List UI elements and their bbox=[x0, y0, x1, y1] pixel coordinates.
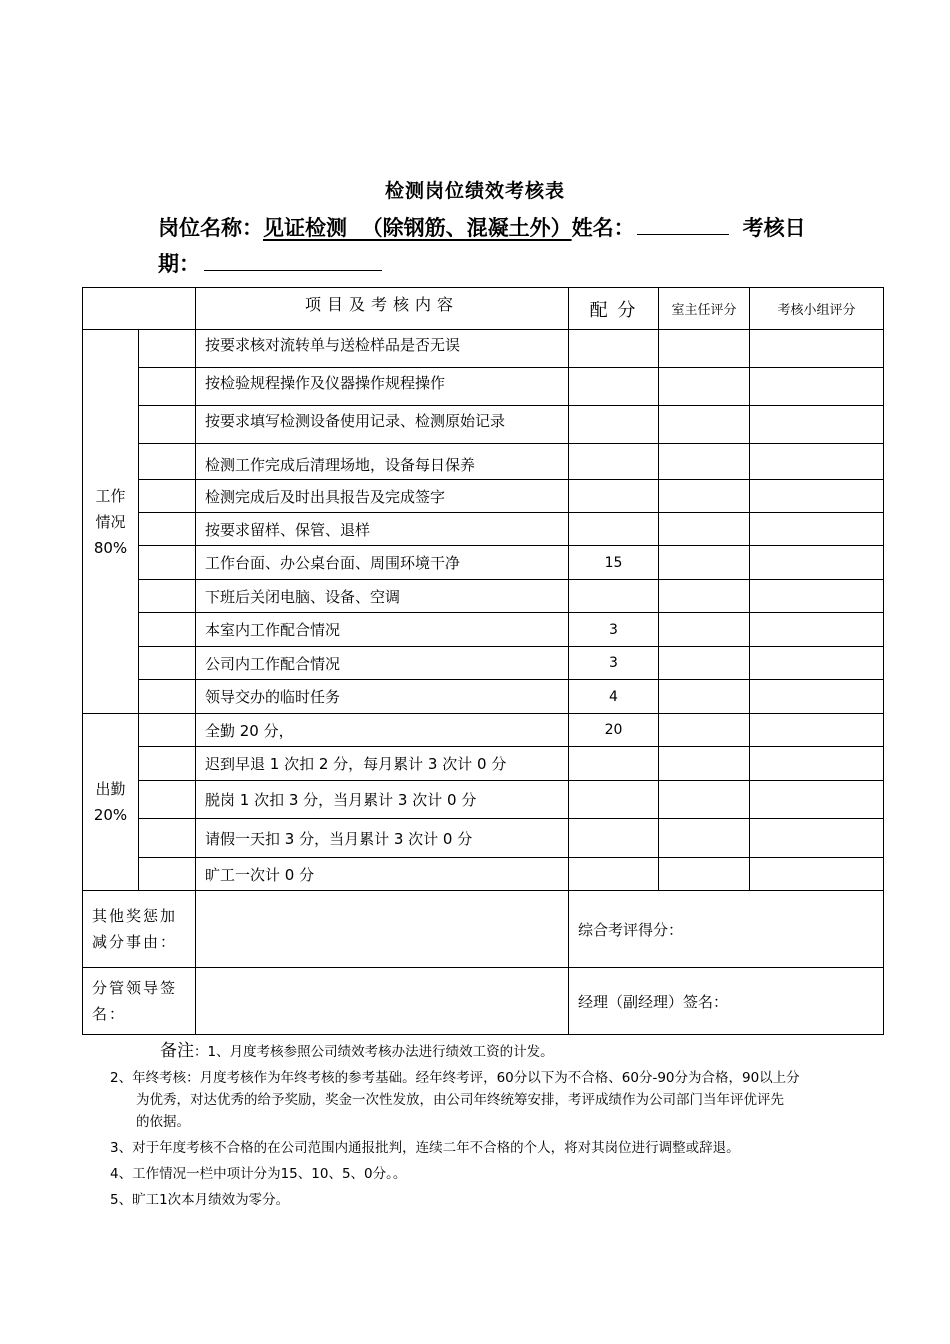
group-score-cell[interactable] bbox=[750, 480, 884, 513]
other-reasons-field[interactable] bbox=[196, 891, 569, 968]
table-row bbox=[83, 406, 884, 444]
attendance-item: 脱岗 1 次扣 3 分，当月累计 3 次计 0 分 bbox=[196, 781, 569, 819]
attendance-item: 请假一天扣 3 分，当月累计 3 次计 0 分 bbox=[196, 819, 569, 858]
table-row bbox=[83, 714, 884, 747]
score-cell: 20 bbox=[569, 714, 659, 747]
name-label: 姓名： bbox=[571, 216, 635, 240]
note-5: 5、旷工1次本月绩效为零分。 bbox=[110, 1192, 290, 1208]
group-score-cell[interactable] bbox=[750, 613, 884, 647]
date-label-part1: 考核日 bbox=[742, 216, 806, 240]
leader-sign-row bbox=[83, 968, 884, 1035]
score-cell: 3 bbox=[569, 647, 659, 680]
note-3: 3、对于年度考核不合格的在公司范围内通报批判，连续二年不合格的个人，将对其岗位进行调整或辞退。 bbox=[110, 1140, 740, 1156]
date-blank[interactable] bbox=[204, 250, 382, 271]
manager-sign-label: 经理（副经理）签名： bbox=[569, 968, 884, 1035]
group-score-cell[interactable] bbox=[750, 714, 884, 747]
table-row bbox=[83, 444, 884, 480]
score-cell: 15 bbox=[569, 546, 659, 580]
header-line-1 bbox=[158, 212, 806, 242]
score-cell bbox=[569, 747, 659, 781]
work-item: 公司内工作配合情况 bbox=[196, 647, 569, 680]
score-cell: 3 bbox=[569, 613, 659, 647]
group-score-cell[interactable] bbox=[750, 680, 884, 714]
work-item: 按要求核对流转单与送检样品是否无误 bbox=[196, 330, 569, 368]
table-row bbox=[83, 330, 884, 368]
director-score-cell[interactable] bbox=[659, 781, 750, 819]
score-cell: 4 bbox=[569, 680, 659, 714]
table-row bbox=[83, 580, 884, 613]
assessment-table bbox=[82, 287, 884, 1035]
group-score-cell[interactable] bbox=[750, 819, 884, 858]
director-score-cell[interactable] bbox=[659, 368, 750, 406]
attendance-item: 全勤 20 分， bbox=[196, 714, 569, 747]
table-row bbox=[83, 781, 884, 819]
score-cell bbox=[569, 513, 659, 546]
director-score-cell[interactable] bbox=[659, 714, 750, 747]
group-score-cell[interactable] bbox=[750, 368, 884, 406]
score-cell bbox=[569, 406, 659, 444]
name-blank[interactable] bbox=[637, 214, 729, 235]
date-label-part2: 期： bbox=[158, 252, 200, 276]
score-cell bbox=[569, 858, 659, 891]
notes-label: 备注 bbox=[160, 1041, 194, 1061]
other-reasons-label: 其他奖惩加 减分事由： bbox=[83, 891, 196, 968]
table-row bbox=[83, 647, 884, 680]
table-header-row bbox=[83, 288, 884, 330]
director-score-cell[interactable] bbox=[659, 513, 750, 546]
notes bbox=[110, 1040, 850, 1211]
table-row bbox=[83, 368, 884, 406]
work-item: 按检验规程操作及仪器操作规程操作 bbox=[196, 368, 569, 406]
attendance-item: 迟到早退 1 次扣 2 分，每月累计 3 次计 0 分 bbox=[196, 747, 569, 781]
note-1: 备注：1、月度考核参照公司绩效考核办法进行绩效工资的计发。 bbox=[160, 1041, 554, 1061]
director-score-cell[interactable] bbox=[659, 858, 750, 891]
group-score-cell[interactable] bbox=[750, 546, 884, 580]
score-cell bbox=[569, 580, 659, 613]
leader-sign-field[interactable] bbox=[196, 968, 569, 1035]
col-header-content: 项目及考核内容 bbox=[196, 288, 569, 330]
score-cell bbox=[569, 330, 659, 368]
score-cell bbox=[569, 444, 659, 480]
table-row bbox=[83, 613, 884, 647]
col-header-director: 室主任评分 bbox=[659, 288, 750, 330]
director-score-cell[interactable] bbox=[659, 613, 750, 647]
other-reasons-row bbox=[83, 891, 884, 968]
attendance-section-label: 出勤 20% bbox=[83, 714, 139, 891]
attendance-item: 旷工一次计 0 分 bbox=[196, 858, 569, 891]
position-value: 见证检测 （除钢筋、混凝土外） bbox=[263, 216, 572, 240]
work-item: 按要求填写检测设备使用记录、检测原始记录 bbox=[196, 406, 569, 444]
work-item: 检测完成后及时出具报告及完成签字 bbox=[196, 480, 569, 513]
note-2-line-1: 2、年终考核：月度考核作为年终考核的参考基础。经年终考评，60分以下为不合格、60分-90分为合格，90以上分 bbox=[110, 1070, 800, 1086]
col-header-score: 配 分 bbox=[569, 288, 659, 330]
director-score-cell[interactable] bbox=[659, 580, 750, 613]
header-empty-cell bbox=[83, 288, 196, 330]
table-row bbox=[83, 747, 884, 781]
score-cell bbox=[569, 819, 659, 858]
group-score-cell[interactable] bbox=[750, 444, 884, 480]
director-score-cell[interactable] bbox=[659, 444, 750, 480]
table-row bbox=[83, 480, 884, 513]
director-score-cell[interactable] bbox=[659, 330, 750, 368]
director-score-cell[interactable] bbox=[659, 647, 750, 680]
col-header-group: 考核小组评分 bbox=[750, 288, 884, 330]
group-score-cell[interactable] bbox=[750, 647, 884, 680]
score-cell bbox=[569, 368, 659, 406]
work-item: 领导交办的临时任务 bbox=[196, 680, 569, 714]
group-score-cell[interactable] bbox=[750, 781, 884, 819]
work-item: 下班后关闭电脑、设备、空调 bbox=[196, 580, 569, 613]
director-score-cell[interactable] bbox=[659, 747, 750, 781]
director-score-cell[interactable] bbox=[659, 680, 750, 714]
note-2-line-2: 为优秀，对达优秀的给予奖励，奖金一次性发放，由公司年终统筹安排，考评成绩作为公司部门当年评优评先 bbox=[136, 1092, 784, 1108]
group-score-cell[interactable] bbox=[750, 580, 884, 613]
table-row bbox=[83, 819, 884, 858]
director-score-cell[interactable] bbox=[659, 480, 750, 513]
table-row bbox=[83, 858, 884, 891]
score-cell bbox=[569, 781, 659, 819]
work-item: 工作台面、办公桌台面、周围环境干净 bbox=[196, 546, 569, 580]
leader-sign-label: 分管领导签 名： bbox=[83, 968, 196, 1035]
note-4: 4、工作情况一栏中项计分为15、10、5、0分。。 bbox=[110, 1166, 407, 1182]
position-label: 岗位名称： bbox=[158, 216, 263, 240]
table-row bbox=[83, 513, 884, 546]
note-2-line-3: 的依据。 bbox=[136, 1114, 190, 1130]
page-title: 检测岗位绩效考核表 bbox=[384, 180, 565, 202]
group-score-cell[interactable] bbox=[750, 513, 884, 546]
work-section-label: 工作 情况 80% bbox=[83, 330, 139, 714]
table-row bbox=[83, 680, 884, 714]
group-score-cell[interactable] bbox=[750, 330, 884, 368]
group-score-cell[interactable] bbox=[750, 406, 884, 444]
score-cell bbox=[569, 480, 659, 513]
work-item: 按要求留样、保管、退样 bbox=[196, 513, 569, 546]
group-score-cell[interactable] bbox=[750, 747, 884, 781]
work-item: 检测工作完成后清理场地，设备每日保养 bbox=[196, 444, 569, 480]
work-item: 本室内工作配合情况 bbox=[196, 613, 569, 647]
director-score-cell[interactable] bbox=[659, 406, 750, 444]
director-score-cell[interactable] bbox=[659, 819, 750, 858]
header-line-2 bbox=[158, 248, 382, 278]
total-score-label: 综合考评得分： bbox=[569, 891, 884, 968]
group-score-cell[interactable] bbox=[750, 858, 884, 891]
table-row bbox=[83, 546, 884, 580]
director-score-cell[interactable] bbox=[659, 546, 750, 580]
